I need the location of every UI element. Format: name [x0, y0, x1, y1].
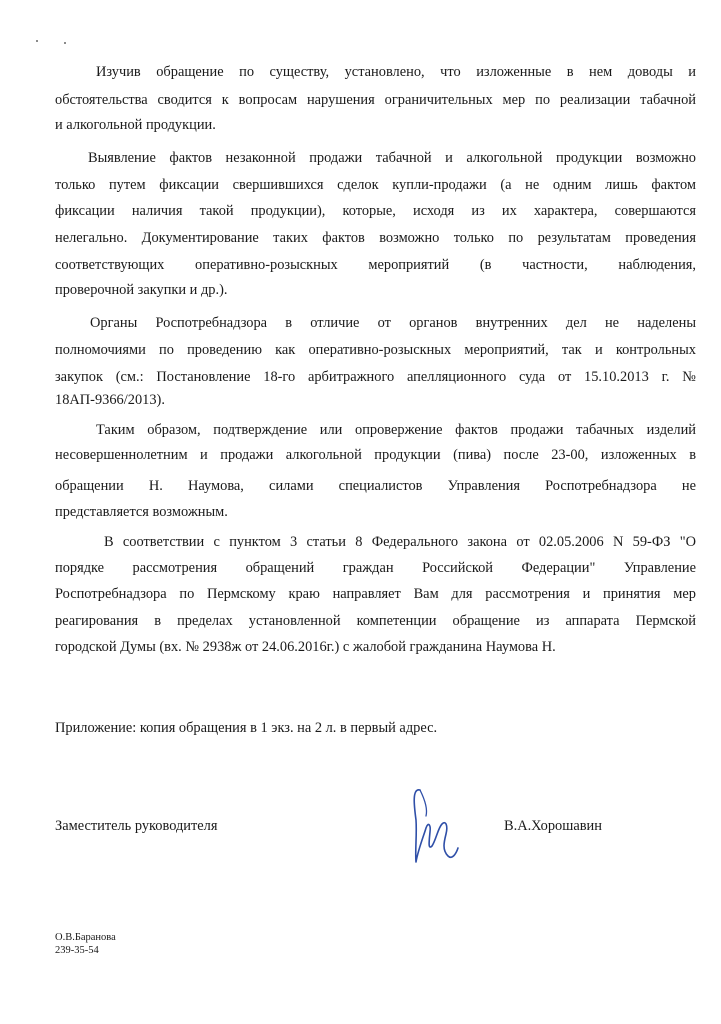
handwritten-signature: [398, 780, 468, 875]
paragraph-1-line: и алкогольной продукции.: [55, 117, 216, 133]
paragraph-2-line: проверочной закупки и др.).: [55, 282, 228, 298]
paragraph-2-line: нелегально. Документирование таких фактов возможно только по результатам проведения: [55, 230, 696, 246]
paragraph-3-line: полномочиями по проведению как оперативно-розыскных мероприятий, так и контрольных: [55, 342, 696, 358]
signatory-name: В.А.Хорошавин: [504, 818, 602, 834]
executor-name: О.В.Баранова: [55, 932, 116, 943]
paragraph-2-line: фиксации наличия такой продукции), которые, исходя из их характера, совершаются: [55, 203, 696, 219]
paragraph-4-line: обращении Н. Наумова, силами специалистов Управления Роспотребнадзора не: [55, 478, 696, 494]
paragraph-1-line: обстоятельства сводится к вопросам нарушения ограничительных мер по реализации табачной: [55, 92, 696, 108]
paragraph-1-line: Изучив обращение по существу, установлено, что изложенные в нем доводы и: [96, 64, 696, 80]
paragraph-4-line: несовершеннолетним и продажи алкогольной продукции (пива) после 23-00, изложенных в: [55, 447, 696, 463]
paragraph-2-line: только путем фиксации свершившихся сделок купли-продажи (а не одним лишь фактом: [55, 177, 696, 193]
scan-speck: [36, 40, 38, 42]
paragraph-5-line: Роспотребнадзора по Пермскому краю направляет Вам для рассмотрения и принятия мер: [55, 586, 696, 602]
paragraph-3-line: Органы Роспотребнадзора в отличие от органов внутренних дел не наделены: [90, 315, 696, 331]
paragraph-5-line: реагирования в пределах установленной компетенции обращение из аппарата Пермской: [55, 613, 696, 629]
paragraph-4-line: представляется возможным.: [55, 504, 228, 520]
attachment-note: Приложение: копия обращения в 1 экз. на 2 л. в первый адрес.: [55, 720, 438, 736]
executor-phone: 239-35-54: [55, 945, 99, 956]
signatory-role: Заместитель руководителя: [55, 818, 218, 834]
paragraph-5-line: городской Думы (вх. № 2938ж от 24.06.2016г.) с жалобой гражданина Наумова Н.: [55, 639, 556, 655]
paragraph-3-line: закупок (см.: Постановление 18-го арбитражного апелляционного суда от 15.10.2013 г. №: [55, 369, 696, 385]
paragraph-4-line: Таким образом, подтверждение или опровержение фактов продажи табачных изделий: [96, 422, 696, 438]
executor-info: [55, 931, 116, 957]
paragraph-5-line: В соответствии с пунктом 3 статьи 8 Федерального закона от 02.05.2006 N 59-ФЗ "О: [104, 534, 696, 550]
paragraph-2-line: Выявление фактов незаконной продажи табачной и алкогольной продукции возможно: [88, 150, 696, 166]
paragraph-5-line: порядке рассмотрения обращений граждан Российской Федерации" Управление: [55, 560, 696, 576]
paragraph-2-line: соответствующих оперативно-розыскных мероприятий (в частности, наблюдения,: [55, 257, 696, 273]
paragraph-3-line: 18АП-9366/2013).: [55, 392, 165, 408]
scan-speck: [64, 42, 66, 44]
